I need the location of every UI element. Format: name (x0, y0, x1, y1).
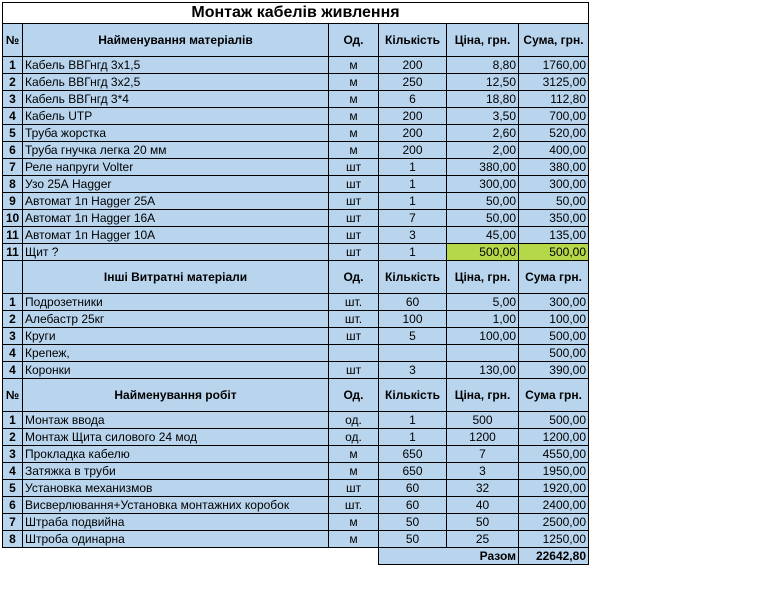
cell-qty[interactable]: 1 (379, 176, 447, 193)
cell-unit[interactable]: м (329, 463, 379, 480)
cell-name[interactable]: Труба жорстка (23, 125, 329, 142)
cell-price[interactable]: 45,00 (447, 227, 519, 244)
table-row (3, 345, 589, 362)
section2-header-row (3, 261, 589, 294)
header-unit[interactable]: Од. (329, 261, 379, 294)
cell-name[interactable]: Кабель ВВГнгд 3х1,5 (23, 57, 329, 74)
table-row (3, 311, 589, 328)
estimate-table (2, 2, 589, 565)
cell-unit[interactable]: шт (329, 210, 379, 227)
cell-sum[interactable]: 1920,00 (519, 480, 589, 497)
cell-price[interactable]: 1,00 (447, 311, 519, 328)
cell-unit[interactable]: шт (329, 227, 379, 244)
cell-unit[interactable]: шт (329, 244, 379, 261)
table-row (3, 210, 589, 227)
cell-sum[interactable]: 700,00 (519, 108, 589, 125)
cell-sum[interactable]: 300,00 (519, 294, 589, 311)
cell-name[interactable]: Подрозетники (23, 294, 329, 311)
cell-sum[interactable]: 2400,00 (519, 497, 589, 514)
table-row (3, 480, 589, 497)
cell-num[interactable]: 9 (3, 193, 23, 210)
cell-num[interactable]: 3 (3, 91, 23, 108)
cell-num[interactable]: 8 (3, 531, 23, 548)
total-label[interactable]: Разом (379, 548, 519, 565)
cell-name[interactable]: Труба гнучка легка 20 мм (23, 142, 329, 159)
cell-name[interactable]: Узо 25А Hagger (23, 176, 329, 193)
cell-name[interactable]: Алебастр 25кг (23, 311, 329, 328)
cell-unit[interactable]: м (329, 446, 379, 463)
cell-price[interactable] (447, 345, 519, 362)
section1-header-row (3, 24, 589, 57)
cell-name[interactable]: Реле напруги Volter (23, 159, 329, 176)
cell-qty[interactable]: 1 (379, 412, 447, 429)
cell-price[interactable]: 18,80 (447, 91, 519, 108)
section3-header-row (3, 379, 589, 412)
cell-unit[interactable]: м (329, 125, 379, 142)
title-row (3, 3, 589, 24)
cell-qty[interactable]: 50 (379, 531, 447, 548)
header-name[interactable]: Інші Витратні матеріали (23, 261, 329, 294)
table-row (3, 108, 589, 125)
cell-price[interactable]: 7 (447, 446, 519, 463)
cell-num[interactable]: 11 (3, 227, 23, 244)
cell-qty[interactable]: 200 (379, 125, 447, 142)
header-qty[interactable]: Кількість (379, 24, 447, 57)
table-row (3, 497, 589, 514)
header-name[interactable]: Найменування робіт (23, 379, 329, 412)
cell-price[interactable]: 25 (447, 531, 519, 548)
cell-unit[interactable]: шт (329, 159, 379, 176)
table-row (3, 125, 589, 142)
cell-name[interactable]: Монтаж Щита силового 24 мод (23, 429, 329, 446)
cell-sum[interactable]: 135,00 (519, 227, 589, 244)
cell-num[interactable]: 5 (3, 480, 23, 497)
table-row (3, 531, 589, 548)
table-row (3, 159, 589, 176)
table-row (3, 91, 589, 108)
cell-num[interactable]: 2 (3, 311, 23, 328)
cell-name[interactable]: Установка механизмов (23, 480, 329, 497)
cell-num[interactable]: 8 (3, 176, 23, 193)
cell-sum[interactable]: 1250,00 (519, 531, 589, 548)
cell-qty[interactable]: 5 (379, 328, 447, 345)
cell-unit[interactable]: шт. (329, 294, 379, 311)
cell-sum[interactable]: 1200,00 (519, 429, 589, 446)
table-row (3, 328, 589, 345)
cell-qty[interactable]: 1 (379, 193, 447, 210)
spreadsheet (2, 2, 588, 565)
cell-price[interactable]: 2,00 (447, 142, 519, 159)
cell-num[interactable]: 4 (3, 362, 23, 379)
cell-sum[interactable]: 500,00 (519, 412, 589, 429)
empty-cell (3, 548, 379, 565)
cell-name[interactable]: Автомат 1п Hagger 10A (23, 227, 329, 244)
cell-sum[interactable]: 100,00 (519, 311, 589, 328)
cell-price[interactable]: 40 (447, 497, 519, 514)
cell-sum[interactable]: 380,00 (519, 159, 589, 176)
header-price[interactable]: Ціна, грн. (447, 379, 519, 412)
cell-qty[interactable]: 650 (379, 446, 447, 463)
cell-name[interactable]: Висверлювання+Установка монтажних коробок (23, 497, 329, 514)
cell-sum[interactable]: 112,80 (519, 91, 589, 108)
cell-unit[interactable]: од. (329, 412, 379, 429)
cell-unit[interactable]: м (329, 531, 379, 548)
cell-num[interactable]: 5 (3, 125, 23, 142)
cell-num[interactable]: 4 (3, 463, 23, 480)
cell-num[interactable]: 2 (3, 429, 23, 446)
header-sum[interactable]: Сума, грн. (519, 24, 589, 57)
header-qty[interactable]: Кількість (379, 261, 447, 294)
cell-sum[interactable]: 1760,00 (519, 57, 589, 74)
cell-name[interactable]: Круги (23, 328, 329, 345)
header-num[interactable]: № (3, 24, 23, 57)
cell-num[interactable]: 4 (3, 108, 23, 125)
cell-unit[interactable]: шт. (329, 311, 379, 328)
cell-num[interactable]: 7 (3, 514, 23, 531)
cell-price[interactable]: 2,60 (447, 125, 519, 142)
cell-name[interactable]: Коронки (23, 362, 329, 379)
header-num[interactable] (3, 261, 23, 294)
cell-name[interactable]: Штраба подвийна (23, 514, 329, 531)
cell-qty[interactable]: 3 (379, 227, 447, 244)
cell-num[interactable]: 10 (3, 210, 23, 227)
table-row (3, 362, 589, 379)
cell-unit[interactable]: м (329, 91, 379, 108)
cell-name[interactable]: Прокладка кабелю (23, 446, 329, 463)
cell-unit[interactable] (329, 345, 379, 362)
header-name[interactable]: Найменування матеріалів (23, 24, 329, 57)
cell-unit[interactable]: шт (329, 328, 379, 345)
cell-sum[interactable]: 400,00 (519, 142, 589, 159)
cell-num[interactable]: 3 (3, 446, 23, 463)
cell-qty[interactable]: 1 (379, 159, 447, 176)
cell-num[interactable]: 6 (3, 142, 23, 159)
cell-qty[interactable]: 250 (379, 74, 447, 91)
cell-unit[interactable]: м (329, 74, 379, 91)
cell-sum[interactable]: 500,00 (519, 244, 589, 261)
cell-qty[interactable]: 3 (379, 362, 447, 379)
cell-unit[interactable]: од. (329, 429, 379, 446)
cell-name[interactable]: Крепеж, (23, 345, 329, 362)
cell-price[interactable]: 300,00 (447, 176, 519, 193)
cell-name[interactable]: Кабель ВВГнгд 3*4 (23, 91, 329, 108)
cell-sum[interactable]: 500,00 (519, 345, 589, 362)
header-unit[interactable]: Од. (329, 379, 379, 412)
cell-price[interactable]: 380,00 (447, 159, 519, 176)
cell-name[interactable]: Автомат 1п Hagger 25A (23, 193, 329, 210)
table-body (3, 3, 589, 565)
table-row (3, 412, 589, 429)
cell-price[interactable]: 3 (447, 463, 519, 480)
cell-unit[interactable]: м (329, 57, 379, 74)
cell-price[interactable]: 8,80 (447, 57, 519, 74)
cell-unit[interactable]: шт (329, 176, 379, 193)
cell-unit[interactable]: м (329, 514, 379, 531)
table-row (3, 176, 589, 193)
cell-price[interactable]: 100,00 (447, 328, 519, 345)
cell-qty[interactable]: 60 (379, 497, 447, 514)
cell-sum[interactable]: 500,00 (519, 328, 589, 345)
table-row (3, 193, 589, 210)
table-row (3, 463, 589, 480)
cell-name[interactable]: Щит ? (23, 244, 329, 261)
cell-qty[interactable]: 60 (379, 480, 447, 497)
table-row (3, 446, 589, 463)
cell-qty[interactable]: 1 (379, 429, 447, 446)
cell-unit[interactable]: шт (329, 480, 379, 497)
table-row (3, 227, 589, 244)
cell-num[interactable]: 6 (3, 497, 23, 514)
cell-unit[interactable]: м (329, 142, 379, 159)
table-row (3, 244, 589, 261)
cell-num[interactable]: 2 (3, 74, 23, 91)
cell-num[interactable]: 1 (3, 294, 23, 311)
cell-unit[interactable]: м (329, 108, 379, 125)
cell-qty[interactable]: 6 (379, 91, 447, 108)
cell-price[interactable]: 5,00 (447, 294, 519, 311)
header-qty[interactable]: Кількість (379, 379, 447, 412)
cell-qty[interactable]: 200 (379, 57, 447, 74)
cell-name[interactable]: Монтаж ввода (23, 412, 329, 429)
cell-price[interactable]: 50 (447, 514, 519, 531)
header-unit[interactable]: Од. (329, 24, 379, 57)
cell-name[interactable]: Кабель ВВГнгд 3х2,5 (23, 74, 329, 91)
cell-name[interactable]: Автомат 1п Hagger 16A (23, 210, 329, 227)
header-price[interactable]: Ціна, грн. (447, 261, 519, 294)
cell-price[interactable]: 50,00 (447, 193, 519, 210)
cell-price[interactable]: 32 (447, 480, 519, 497)
cell-price[interactable]: 12,50 (447, 74, 519, 91)
table-row (3, 57, 589, 74)
sheet-title[interactable]: Монтаж кабелів живлення (3, 3, 589, 24)
cell-qty[interactable]: 1 (379, 244, 447, 261)
cell-name[interactable]: Штроба одинарна (23, 531, 329, 548)
cell-unit[interactable]: шт (329, 193, 379, 210)
cell-price[interactable]: 3,50 (447, 108, 519, 125)
cell-price[interactable]: 1200 (447, 429, 519, 446)
cell-num[interactable]: 4 (3, 345, 23, 362)
cell-qty[interactable]: 100 (379, 311, 447, 328)
table-row (3, 74, 589, 91)
cell-unit[interactable]: шт. (329, 497, 379, 514)
total-value[interactable]: 22642,80 (519, 548, 589, 565)
cell-sum[interactable]: 50,00 (519, 193, 589, 210)
cell-sum[interactable]: 1950,00 (519, 463, 589, 480)
cell-qty[interactable]: 7 (379, 210, 447, 227)
cell-sum[interactable]: 350,00 (519, 210, 589, 227)
table-row (3, 142, 589, 159)
table-row (3, 294, 589, 311)
cell-num[interactable]: 1 (3, 412, 23, 429)
table-row (3, 514, 589, 531)
cell-sum[interactable]: 300,00 (519, 176, 589, 193)
cell-sum[interactable]: 2500,00 (519, 514, 589, 531)
cell-num[interactable]: 7 (3, 159, 23, 176)
cell-price[interactable]: 500,00 (447, 244, 519, 261)
cell-num[interactable]: 11 (3, 244, 23, 261)
header-sum[interactable]: Сума грн. (519, 261, 589, 294)
cell-sum[interactable]: 3125,00 (519, 74, 589, 91)
header-num[interactable]: № (3, 379, 23, 412)
cell-name[interactable]: Затяжка в труби (23, 463, 329, 480)
cell-qty[interactable] (379, 345, 447, 362)
cell-qty[interactable]: 60 (379, 294, 447, 311)
cell-unit[interactable]: шт (329, 362, 379, 379)
cell-num[interactable]: 1 (3, 57, 23, 74)
cell-qty[interactable]: 650 (379, 463, 447, 480)
header-price[interactable]: Ціна, грн. (447, 24, 519, 57)
header-sum[interactable]: Сума грн. (519, 379, 589, 412)
cell-name[interactable]: Кабель UTP (23, 108, 329, 125)
cell-qty[interactable]: 200 (379, 108, 447, 125)
cell-qty[interactable]: 50 (379, 514, 447, 531)
total-row (3, 548, 589, 565)
cell-sum[interactable]: 520,00 (519, 125, 589, 142)
table-row (3, 429, 589, 446)
cell-qty[interactable]: 200 (379, 142, 447, 159)
cell-price[interactable]: 50,00 (447, 210, 519, 227)
cell-price[interactable]: 130,00 (447, 362, 519, 379)
cell-price[interactable]: 500 (447, 412, 519, 429)
cell-sum[interactable]: 390,00 (519, 362, 589, 379)
cell-sum[interactable]: 4550,00 (519, 446, 589, 463)
cell-num[interactable]: 3 (3, 328, 23, 345)
